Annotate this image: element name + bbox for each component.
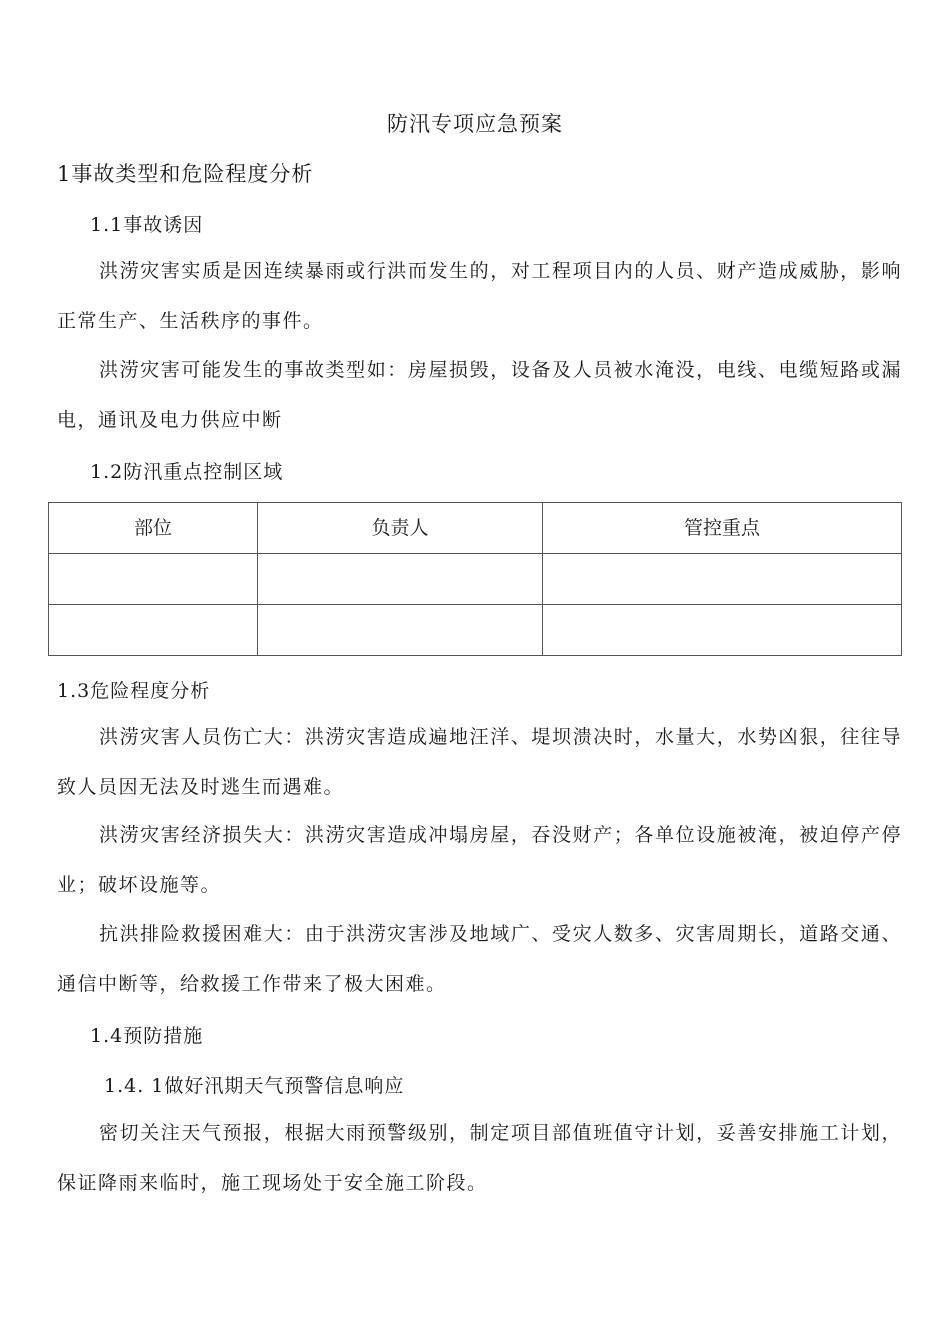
table-cell: [543, 605, 902, 656]
table-header-cell: 负责人: [258, 503, 543, 554]
table-cell: [543, 554, 902, 605]
paragraph-4: 洪涝灾害经济损失大：洪涝灾害造成冲塌房屋，吞没财产；各单位设施被淹，被迫停产停业；破坏设施等。: [57, 824, 902, 896]
paragraph-5: 抗洪排险救援困难大：由于洪涝灾害涉及地域广、受灾人数多、灾害周期长，道路交通、通信中断等，给救援工作带来了极大困难。: [57, 923, 902, 995]
section-heading-1: 1事故类型和危险程度分析: [57, 162, 314, 186]
section-heading-1-3: 1.3危险程度分析: [57, 680, 211, 702]
paragraph-1: 洪涝灾害实质是因连续暴雨或行洪而发生的，对工程项目内的人员、财产造成威胁，影响正常生产、生活秩序的事件。: [57, 260, 902, 332]
section-heading-1-4-1: 1.4. 1做好汛期天气预警信息响应: [104, 1075, 405, 1097]
table-header-cell: 管控重点: [543, 503, 902, 554]
section-heading-1-4: 1.4预防措施: [90, 1025, 204, 1047]
paragraph-3: 洪涝灾害人员伤亡大：洪涝灾害造成遍地汪洋、堤坝溃决时，水量大，水势凶狠，往往导致人员因无法及时逃生而遇难。: [57, 726, 902, 798]
table-header-row: [49, 503, 902, 554]
table-cell: [258, 554, 543, 605]
table-cell: [49, 605, 258, 656]
table-row: [49, 554, 902, 605]
paragraph-2: 洪涝灾害可能发生的事故类型如：房屋损毁，设备及人员被水淹没，电线、电缆短路或漏电，通讯及电力供应中断: [57, 359, 902, 431]
table-cell: [49, 554, 258, 605]
table-row: [49, 605, 902, 656]
paragraph-6: 密切关注天气预报，根据大雨预警级别，制定项目部值班值守计划，妥善安排施工计划，保证降雨来临时，施工现场处于安全施工阶段。: [57, 1122, 902, 1194]
document-title: 防汛专项应急预案: [387, 112, 563, 136]
table-cell: [258, 605, 543, 656]
table-header-cell: 部位: [49, 503, 258, 554]
control-area-table: [48, 502, 902, 656]
section-heading-1-2: 1.2防汛重点控制区域: [90, 461, 284, 483]
section-heading-1-1: 1.1事故诱因: [90, 214, 204, 236]
